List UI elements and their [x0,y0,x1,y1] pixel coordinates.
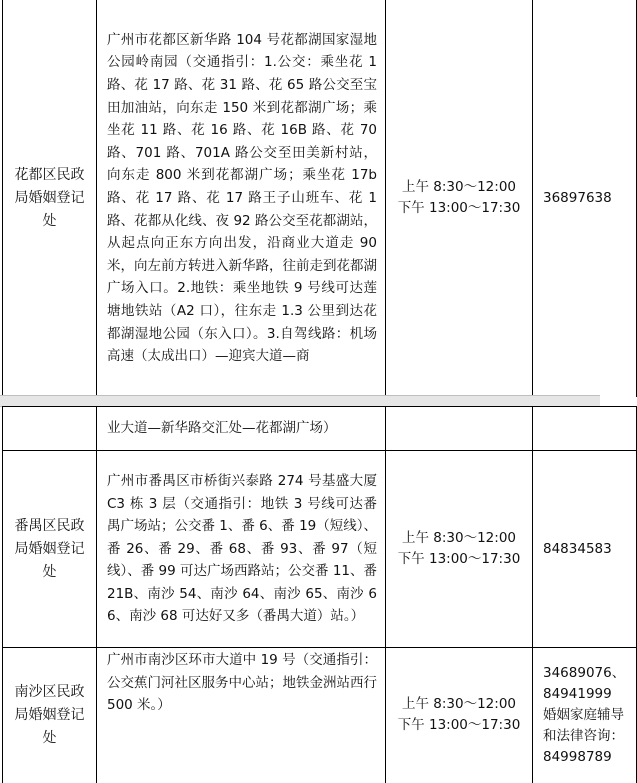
office-address-continued [97,407,386,451]
table-row [3,0,637,397]
office-phone-continued [533,407,637,451]
address-text: 业大道—新华路交汇处—花都湖广场） [107,420,337,437]
office-name: 花都区民政局婚姻登记处 [3,0,97,397]
office-phone: 36897638 [533,0,637,397]
table-row [3,451,637,648]
address-text: 广州市花都区新华路 104 号花都湖国家湿地公园岭南园（交通指引：1.公交：乘坐花 1 路、花 17 路、花 31 路、花 65 路公交至宝田加油站，向东走 150 米到花都湖广场；乘坐花 11 路、花 16 路、花 16B 路、花 70 路、701 路、701A 路公交至田美新村站，向东走 800 米到花都湖广场；乘坐花 17b 路、花 17 路、花 17 路王子山班车、花 1 路、花都从化线、夜 92 路公交至花都湖站，从起点向正东方向出发，沿商业大道走 90 米，向左前方转进入新华路，往前走到花都湖广场入口。2.地铁：乘坐地铁 9 号线可达莲塘地铁站（A2 口），往东走 1.3 公里到达花都湖湿地公园（东入口）。3.自驾线路：机场高速（太成出口）—迎宾大道—商 [107,31,377,365]
registry-table-part1 [2,0,637,397]
office-address [97,451,386,648]
address-text: 广州市南沙区环市大道中 19 号（交通指引：公交蕉门河社区服务中心站；地铁金洲站西行 500 米。） [107,652,377,714]
office-hours: 上午 8:30～12:00 下午 13:00～17:30 [386,648,533,783]
table-row [3,407,637,451]
page-bottom [0,407,626,779]
office-hours: 上午 8:30～12:00 下午 13:00～17:30 [386,0,533,397]
address-text: 广州市番禺区市桥街兴泰路 274 号基盛大厦 C3 栋 3 层（交通指引：地铁 3 号线可达番禺广场站；公交番 1、番 6、番 19（短线）、番 26、番 29、番 68、番 93、番 97（短线）、番 99 可达广场西路站；公交番 11、番 21B、南沙 54、南沙 64、南沙 65、南沙 66、南沙 68 可达好又多（番禺大道）站。） [107,472,377,625]
office-phone: 84834583 [533,451,637,648]
page-top [0,0,612,395]
office-name: 南沙区民政局婚姻登记处 [3,648,97,783]
office-address [97,648,386,783]
registry-table-part2 [2,406,637,783]
office-name: 番禺区民政局婚姻登记处 [3,451,97,648]
phone-text: 34689076、84941999 婚姻家庭辅导和法律咨询：84998789 [543,664,626,765]
table-row [3,648,637,783]
office-hours: 上午 8:30～12:00 下午 13:00～17:30 [386,451,533,648]
office-phone [533,648,637,783]
office-address [97,0,386,397]
office-name-continued [3,407,97,451]
office-hours-continued [386,407,533,451]
